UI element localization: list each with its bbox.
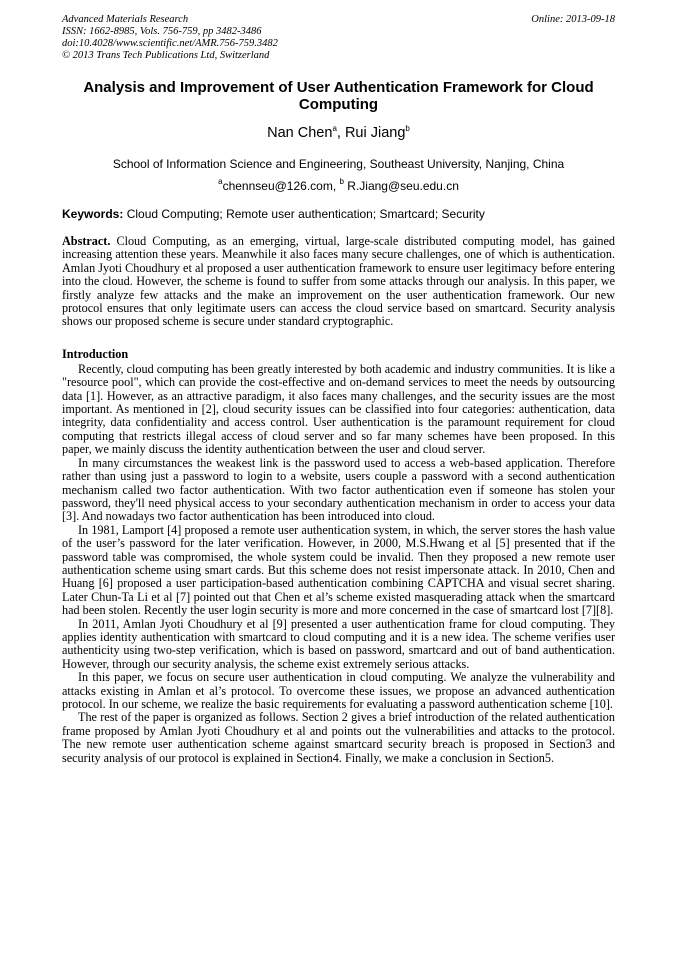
issn: ISSN: 1662-8985, Vols. 756-759, pp 3482-3486	[62, 26, 262, 37]
affiliation: School of Information Science and Engineering, Southeast University, Nanjing, China	[112, 157, 565, 171]
author-separator: ,	[336, 125, 345, 141]
intro-paragraph: Recently, cloud computing has been greatly interested by both academic and industry communities. It is like a "resource pool", which can provide the cost-effective and on-demand services to meet the needs by outsourcing data [1]. However, as an attractive paradigm, it also faces many challenges, and the security issues are the most important. As mentioned in [2], cloud security issues can be classified into four categories: authentication, data integrity, data confidentiality and access control. User authentication is the paramount requirement for cloud computing that restricts illegal access of cloud server and so far many schemes have been proposed. In this paper, we mainly discuss the identity authentication between the user and cloud server.	[62, 361, 615, 457]
author-2-mark: b	[405, 124, 410, 133]
abstract	[62, 235, 615, 329]
doi: doi:10.4028/www.scientific.net/AMR.756-759.3482	[62, 38, 278, 49]
journal-name: Advanced Materials Research	[62, 14, 189, 25]
online-date: Online: 2013-09-18	[531, 14, 615, 25]
email-1: chennseu@126.com,	[222, 179, 340, 193]
abstract-label: Abstract.	[62, 234, 111, 248]
copyright: © 2013 Trans Tech Publications Ltd, Switzerland	[62, 50, 270, 61]
intro-paragraph: In this paper, we focus on secure user authentication in cloud computing. We analyze the vulnerability and attacks existing in Amlan et al’s protocol. To overcome these issues, we propose an advanced authentication protocol. In our scheme, we realize the basic requirements for evaluating a password authentication scheme [10].	[62, 670, 615, 711]
author-1: Nan Chen	[267, 125, 333, 141]
keywords-label: Keywords:	[62, 207, 124, 221]
email-1-mark: a	[218, 177, 223, 186]
email-2: R.Jiang@seu.edu.cn	[343, 179, 459, 193]
author-2: Rui Jiang	[344, 125, 406, 141]
paper-page	[62, 14, 615, 765]
authors	[62, 125, 615, 142]
intro-paragraph: In many circumstances the weakest link is the password used to access a web-based application. Therefore rather than using just a password to login to a website, users couple a password with a second authentication mechanism called two factor authentication. With two factor authentication even if someone has stolen your password, they'll need physical access to your secondary authentication mechanism in order to access your data [3]. And nowadays two factor authentication has been introduced into cloud.	[62, 455, 615, 524]
journal-header	[62, 14, 615, 62]
introduction-body	[62, 363, 615, 765]
email-2-mark: b	[339, 177, 344, 186]
paper-title: Analysis and Improvement of User Authentication Framework for Cloud Computing	[83, 79, 594, 113]
keywords-text: Cloud Computing; Remote user authentication; Smartcard; Security	[123, 207, 485, 221]
emails	[62, 179, 615, 193]
author-1-mark: a	[332, 124, 337, 133]
abstract-text: Cloud Computing, as an emerging, virtual, large-scale distributed computing model, has gained increasing attention these years. Meanwhile it also faces many secure challenges, one of which is authentication. Amlan Jyoti Choudhury et al proposed a user authentication framework to ensure user legitimacy before entering into the cloud. However, the scheme is found to suffer from some attacks through our analysis. In this paper, we firstly analyze few attacks and the make an improvement on the user authentication framework. Our new protocol ensures that only legitimate users can access the cloud service based on smartcard. Security analysis shows our proposed scheme is secure under standard cryptographic.	[62, 234, 615, 329]
intro-paragraph: In 2011, Amlan Jyoti Choudhury et al [9] presented a user authentication frame for cloud computing. They applies identity authentication with smartcard to cloud computing and it is a new idea. The scheme verifies user authenticity using two-step verification, which is based on password, smartcard and out of band authentication. However, through our security analysis, the scheme exist extremely serious attacks.	[62, 616, 615, 671]
keywords	[62, 207, 615, 221]
introduction-heading: Introduction	[62, 346, 129, 361]
intro-paragraph: The rest of the paper is organized as follows. Section 2 gives a brief introduction of the related authentication frame proposed by Amlan Jyoti Choudhury et al and points out the vulnerabilities and attacks to the protocol. The new remote user authentication scheme against smartcard security breach is proposed in Section3 and security analysis of our protocol is explained in Section4. Finally, we make a conclusion in Section5.	[62, 710, 615, 765]
intro-paragraph: In 1981, Lamport [4] proposed a remote user authentication system, in which, the server stores the hash value of the user’s password for the later verification. However, in 2000, M.S.Hwang et al [5] presented that if the password table was compromised, the whole system could be invalid. Then they proposed a new remote user authentication scheme using smart cards. But this scheme does not resist impersonate attack. In 2010, Chen and Huang [6] proposed a user participation-based authentication combining CAPTCHA and visual secret sharing. Later Chun-Ta Li et al [7] pointed out that Chen et al’s scheme existed masquerading attack when the smartcard had been stolen. Recently the user login security is more and more concerned in the case of smartcard lost [7][8].	[62, 522, 615, 618]
